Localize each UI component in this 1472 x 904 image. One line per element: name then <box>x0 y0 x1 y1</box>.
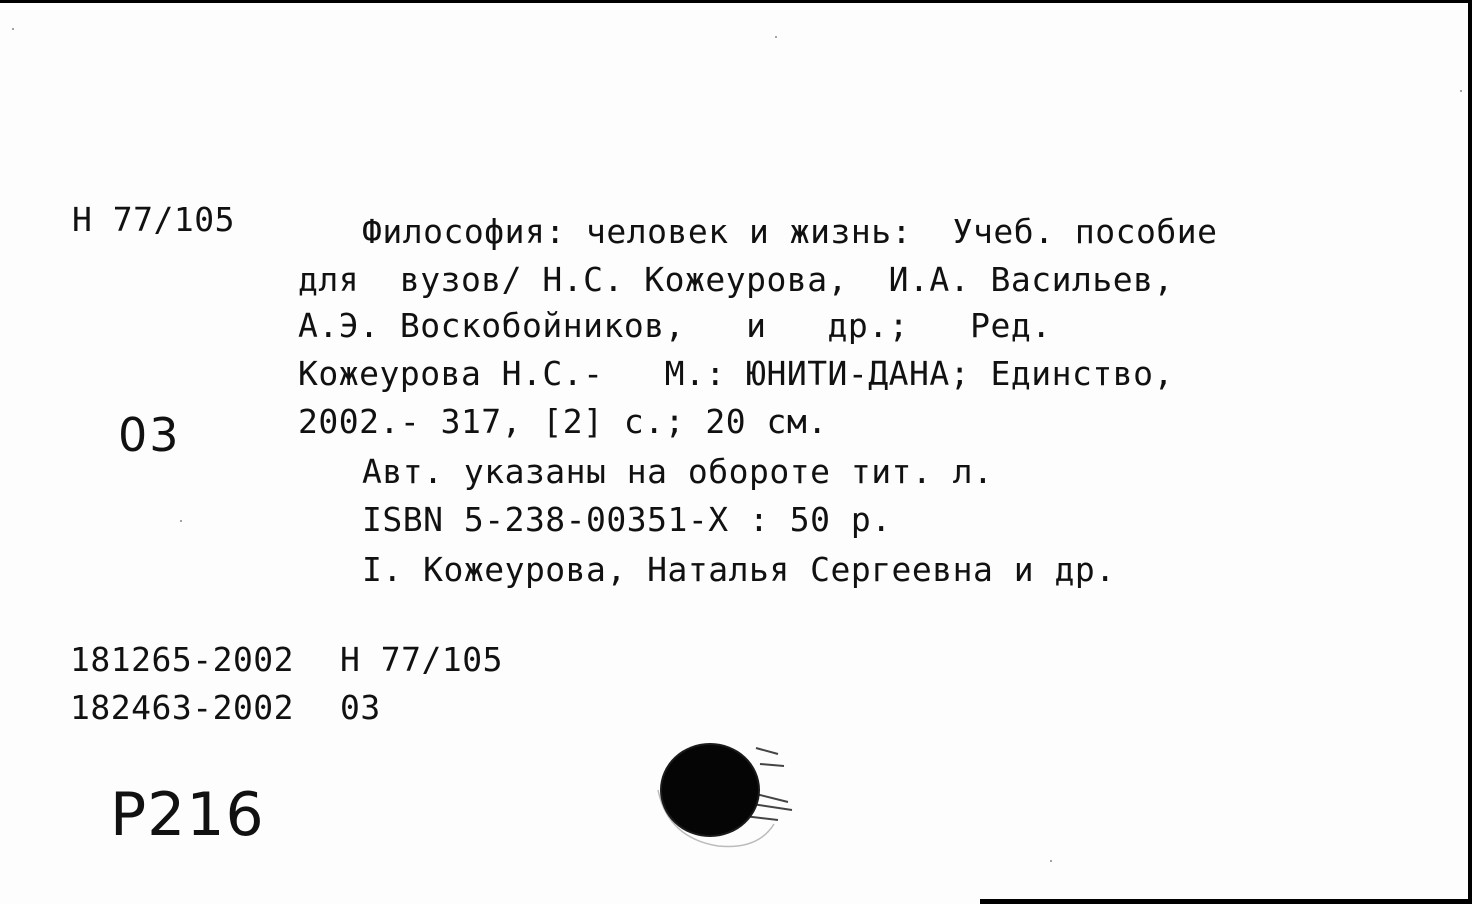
scan-speck <box>775 36 777 38</box>
card-bottom-edge <box>980 899 1472 904</box>
description-line-1: Философия: человек и жизнь: Учеб. пособие <box>362 212 1218 251</box>
card-top-edge <box>0 0 1472 3</box>
description-line-2: для вузов/ Н.С. Кожеурова, И.А. Васильев, <box>298 260 1174 299</box>
scan-speck <box>12 28 14 30</box>
card-right-edge <box>1468 0 1472 904</box>
accession-code-2: 03 <box>340 688 381 727</box>
punched-hole <box>662 745 758 835</box>
description-line-5: 2002.- 317, [2] с.; 20 см. <box>298 402 828 441</box>
scan-speck <box>180 520 182 522</box>
description-line-3: А.Э. Воскобойников, и др.; Ред. <box>298 306 1052 345</box>
accession-code-1: Н 77/105 <box>340 640 503 679</box>
note-line-1: Авт. указаны на обороте тит. л. <box>362 452 994 491</box>
shelfmark-top: Н 77/105 <box>72 200 235 239</box>
accession-number-1: 181265-2002 <box>70 640 295 679</box>
note-line-3: I. Кожеурова, Наталья Сергеевна и др. <box>362 550 1116 589</box>
description-line-4: Кожеурова Н.С.- М.: ЮНИТИ-ДАНА; Единство, <box>298 354 1174 393</box>
scan-speck <box>1050 860 1052 862</box>
handwritten-code: P216 <box>110 780 265 850</box>
accession-number-2: 182463-2002 <box>70 688 295 727</box>
scan-speck <box>1460 90 1462 92</box>
note-line-2: ISBN 5-238-00351-X : 50 р. <box>362 500 892 539</box>
shelfmark-handwritten: 03 <box>118 408 181 462</box>
